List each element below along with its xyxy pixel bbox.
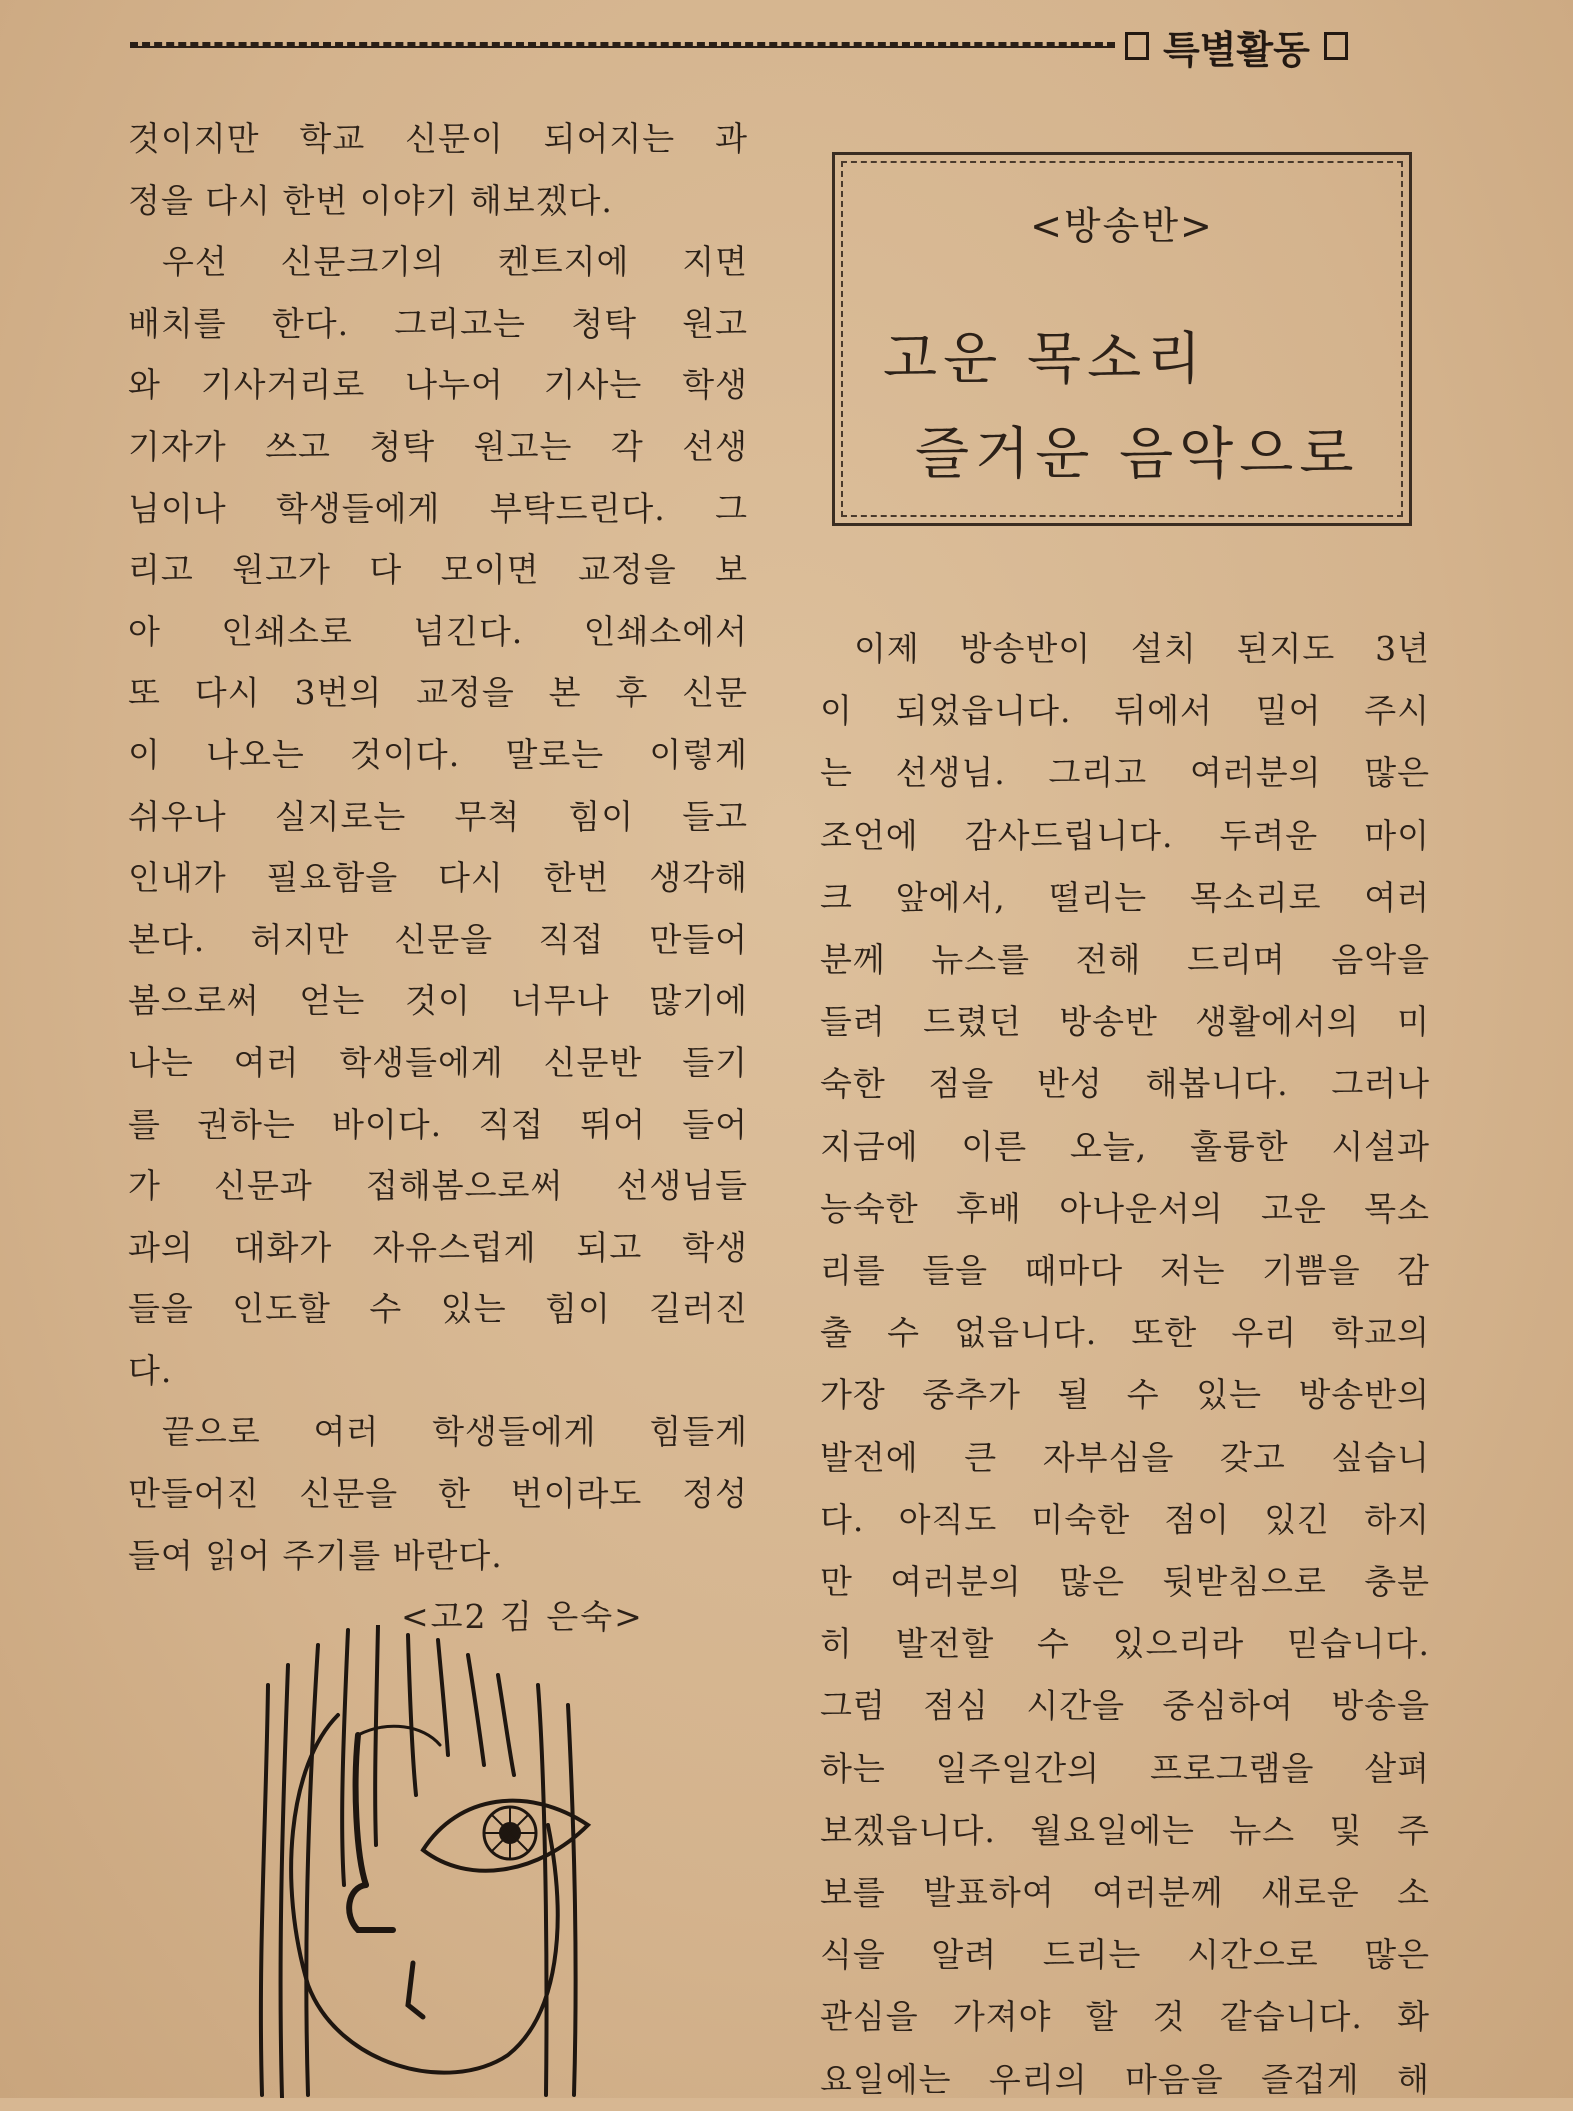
text-line: 와 기사거리로 나누어 기사는 학생 [128,365,748,405]
article-paragraph [820,618,1430,2111]
text-line: 를 권하는 바이다. 직접 뛰어 들어 [128,1104,748,1144]
text-line: 배치를 한다. 그리고는 청탁 원고 [128,303,748,343]
text-line: 보겠읍니다. 월요일에는 뉴스 및 주 [820,1810,1430,1850]
text-line: 요일에는 우리의 마음을 즐겁게 해 [820,2059,1430,2099]
section-title: 특별활동 [1163,27,1310,72]
text-line: 본다. 허지만 신문을 직접 만들어 [128,919,748,959]
square-bullet-icon [1125,32,1149,60]
left-column-article [128,108,748,1647]
text-line: 다. [128,1350,173,1390]
text-line: 끝으로 여러 학생들에게 힘들게 [162,1412,748,1452]
text-line: 만들어진 신문을 한 번이라도 정성 [128,1474,748,1514]
club-name: <방송반> [1030,204,1214,248]
text-line: 분께 뉴스를 전해 드리며 음악을 [820,940,1430,980]
text-line: 또 다시 3번의 교정을 본 후 신문 [128,673,748,713]
section-header [1125,18,1348,74]
text-line: 이 되었읍니다. 뒤에서 밀어 주시 [820,691,1430,731]
text-line: 아 인쇄소로 넘긴다. 인쇄소에서 [128,611,748,651]
text-line: 크 앞에서, 떨리는 목소리로 여러 [820,877,1430,917]
text-line: 들을 인도할 수 있는 힘이 길러진 [128,1289,748,1329]
square-bullet-icon [1324,32,1348,60]
text-line: 히 발전할 수 있으리라 믿습니다. [820,1624,1430,1664]
article-paragraph [128,1401,748,1586]
right-column-article [820,618,1430,2111]
text-line: 들여 읽어 주기를 바란다. [128,1535,503,1575]
text-line: 우선 신문크기의 켄트지에 지면 [162,242,748,282]
headline-line-2: 즐거운 음악으로 [915,422,1360,487]
text-line: 보를 발표하여 여러분께 새로운 소 [820,1873,1430,1913]
text-line: 봄으로써 얻는 것이 너무나 많기에 [128,981,748,1021]
text-line: 정을 다시 한번 이야기 해보겠다. [128,180,613,220]
text-line: 그럼 점심 시간을 중심하여 방송을 [820,1686,1430,1726]
text-line: 가 신문과 접해봄으로써 선생님들 [128,1166,748,1206]
text-line: 출 수 없읍니다. 또한 우리 학교의 [820,1313,1430,1353]
text-line: 식을 알려 드리는 시간으로 많은 [820,1935,1430,1975]
text-line: 만 여러분의 많은 뒷받침으로 충분 [820,1562,1430,1602]
text-line: 다. 아직도 미숙한 점이 있긴 하지 [820,1499,1430,1539]
article-title-box [832,152,1412,526]
face-illustration [248,1625,628,2098]
text-line: 능숙한 후배 아나운서의 고운 목소 [820,1188,1430,1228]
text-line: 조언에 감사드립니다. 두려운 마이 [820,815,1430,855]
text-line: 과의 대화가 자유스럽게 되고 학생 [128,1227,748,1267]
text-line: 이제 방송반이 설치 된지도 3년 [854,629,1430,668]
text-line: 들려 드렸던 방송반 생활에서의 미 [820,1002,1430,1042]
headline-line-1: 고운 목소리 [883,327,1208,392]
article-paragraph [128,231,748,1401]
text-line: 는 선생님. 그리고 여러분의 많은 [820,753,1430,793]
text-line: 리를 들을 때마다 저는 기쁨을 감 [820,1251,1430,1291]
text-line: 인내가 필요함을 다시 한번 생각해 [128,858,748,898]
text-line: 이 나오는 것이다. 말로는 이렇게 [128,734,748,774]
text-line: 나는 여러 학생들에게 신문반 들기 [128,1042,748,1082]
text-line: 관심을 가져야 할 것 같습니다. 화 [820,1997,1430,2037]
text-line: 기자가 쓰고 청탁 원고는 각 선생 [128,426,748,466]
header-rule-line [130,46,1115,48]
text-line: 숙한 점을 반성 해봅니다. 그러나 [820,1064,1430,1104]
text-line: 지금에 이른 오늘, 훌륭한 시설과 [820,1126,1430,1166]
text-line: 발전에 큰 자부심을 갖고 싶습니 [820,1437,1430,1477]
text-line: 쉬우나 실지로는 무척 힘이 들고 [128,796,748,836]
text-line: 것이지만 학교 신문이 되어지는 과 [128,119,748,158]
text-line: 님이나 학생들에게 부탁드린다. 그 [128,488,748,528]
text-line: 하는 일주일간의 프로그램을 살펴 [820,1748,1430,1788]
author-byline: <고2 김 은숙> [401,1597,644,1637]
text-line: 리고 원고가 다 모이면 교정을 보 [128,550,748,590]
article-paragraph [128,108,748,231]
text-line: 가장 중추가 될 수 있는 방송반의 [820,1375,1430,1415]
